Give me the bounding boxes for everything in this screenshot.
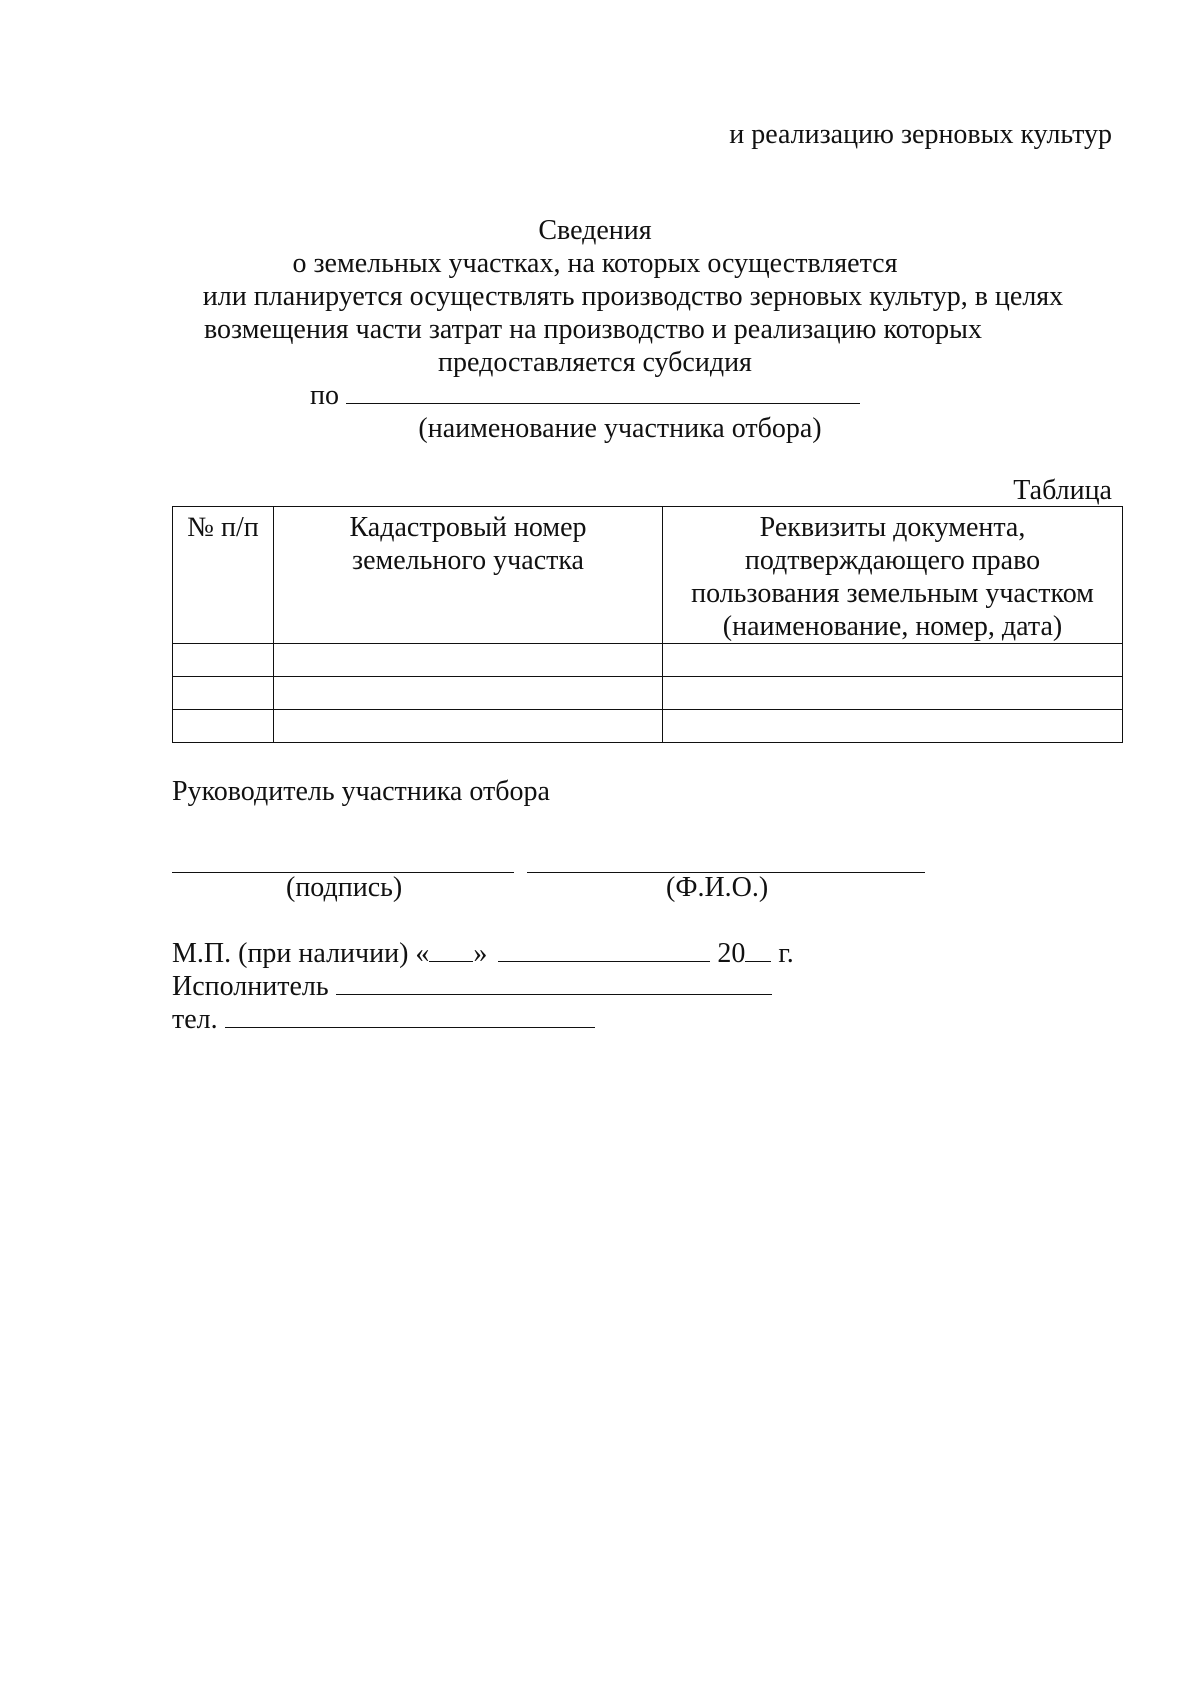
phone-label: тел.: [172, 1004, 218, 1035]
stamp-date-line: [172, 937, 794, 970]
header-document-details: [663, 507, 1123, 644]
title-line-1: Сведения: [538, 215, 652, 246]
year-field[interactable]: [745, 937, 771, 962]
full-name-field[interactable]: [527, 848, 925, 873]
header-cadastral-number: [274, 507, 663, 644]
title-line-4: возмещения части затрат на производство и реализацию которых: [204, 314, 982, 345]
table-cell[interactable]: [663, 710, 1123, 743]
table-row: [173, 644, 1123, 677]
table-row: [173, 677, 1123, 710]
document-title: [0, 214, 1200, 445]
table-header-row: [173, 507, 1123, 644]
po-label: по: [310, 380, 339, 411]
title-line-2: о земельных участках, на которых осуществляется: [292, 248, 898, 279]
month-field[interactable]: [498, 937, 710, 962]
title-line-3: или планируется осуществлять производство зерновых культур, в целях: [202, 281, 1064, 312]
day-field[interactable]: [429, 937, 473, 962]
head-label: Руководитель участника отбора: [172, 776, 550, 807]
phone-field[interactable]: [225, 1003, 595, 1028]
stamp-label: М.П. (при наличии) «: [172, 938, 430, 969]
executor-line: [172, 970, 772, 1003]
table-cell[interactable]: [173, 710, 274, 743]
table-cell[interactable]: [274, 677, 663, 710]
name-caption: (Ф.И.О.): [666, 872, 769, 903]
phone-line: [172, 1003, 595, 1036]
participant-caption: (наименование участника отбора): [418, 413, 822, 444]
title-line-5: предоставляется субсидия: [438, 347, 752, 378]
signature-caption: (подпись): [286, 872, 403, 903]
table-cell[interactable]: [274, 710, 663, 743]
executor-label: Исполнитель: [172, 971, 329, 1002]
table-cell[interactable]: [173, 644, 274, 677]
participant-name-line: [0, 379, 1200, 412]
year-prefix: 20: [717, 938, 746, 969]
table-caption: Таблица: [1013, 475, 1112, 506]
executor-field[interactable]: [336, 970, 772, 995]
table-cell[interactable]: [274, 644, 663, 677]
year-suffix: г.: [778, 938, 794, 969]
table-cell[interactable]: [663, 677, 1123, 710]
signature-field[interactable]: [172, 848, 514, 873]
header-document-details-text: Реквизиты документа, подтверждающего право пользования земельным участком (наименование, номер, дата): [691, 512, 1094, 642]
participant-name-field[interactable]: [346, 379, 860, 404]
table-cell[interactable]: [173, 677, 274, 710]
header-cadastral-number-text: Кадастровый номер земельного участка: [349, 512, 587, 576]
table-row: [173, 710, 1123, 743]
header-number: № п/п: [173, 507, 274, 644]
table-cell[interactable]: [663, 644, 1123, 677]
stamp-close: »: [473, 938, 488, 969]
signature-lines: [172, 848, 925, 881]
header-line: и реализацию зерновых культур: [729, 119, 1112, 150]
land-plots-table: [172, 506, 1123, 743]
